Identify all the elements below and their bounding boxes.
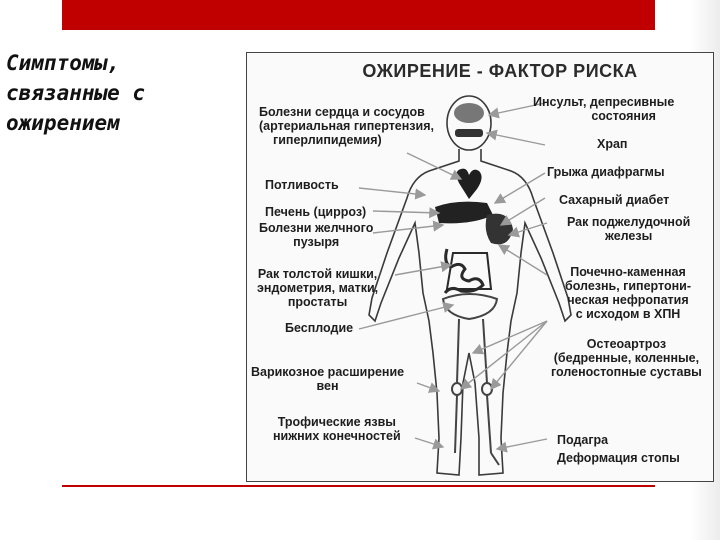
label-line: нижних конечностей xyxy=(273,429,401,443)
slide-title-line: ожирением xyxy=(6,111,120,135)
label-line: эндометрия, матки, xyxy=(257,281,379,295)
slide-title xyxy=(6,48,236,138)
skeleton-bones xyxy=(443,294,499,465)
label-line: пузыря xyxy=(293,235,340,249)
label-line: Инсульт, депресивные xyxy=(533,95,675,109)
label-diabetes xyxy=(559,193,669,207)
label-line: Остеоартроз xyxy=(586,337,667,351)
stomach-organ xyxy=(486,214,513,245)
label-line: Подагра xyxy=(557,433,609,447)
slide-title-line: связанные с xyxy=(6,81,146,105)
label-line: (бедренные, коленные, xyxy=(553,351,700,365)
label-line: ческая нефропатия xyxy=(567,293,689,307)
label-trophic-ulcers xyxy=(273,415,401,443)
label-line: с исходом в ХПН xyxy=(575,307,681,321)
label-stroke xyxy=(533,95,674,123)
label-heart-disease xyxy=(259,105,434,147)
label-cancer xyxy=(257,267,378,309)
label-line: Болезни желчного xyxy=(259,221,374,235)
label-varicose xyxy=(251,365,404,393)
label-line: простаты xyxy=(287,295,348,309)
label-osteoarthritis xyxy=(551,337,702,379)
label-line: голеностопные суставы xyxy=(551,365,702,379)
risk-factor-figure xyxy=(246,52,714,482)
label-line: Потливость xyxy=(265,178,339,192)
label-line: болезнь, гипертони- xyxy=(565,279,692,293)
label-line: Бесплодие xyxy=(285,321,354,335)
head-brain xyxy=(454,103,484,137)
figure-title: ОЖИРЕНИЕ - ФАКТОР РИСКА xyxy=(362,61,638,81)
label-line: Варикозное расширение xyxy=(251,365,405,379)
label-infertility xyxy=(285,321,353,335)
label-foot-deformation xyxy=(557,451,680,465)
label-line: Рак толстой кишки, xyxy=(257,267,378,281)
bottom-accent-line xyxy=(62,485,655,487)
label-line: Печень (цирроз) xyxy=(265,205,367,219)
label-line: Храп xyxy=(597,137,628,151)
heart-organ xyxy=(456,169,481,199)
label-line: Грыжа диафрагмы xyxy=(547,165,665,179)
label-line: железы xyxy=(605,229,653,243)
label-sweating xyxy=(265,178,339,192)
intestines-organ xyxy=(445,249,491,293)
label-diaphragm-hernia xyxy=(547,165,665,179)
liver-organ xyxy=(435,202,493,224)
label-line: гиперлипидемия) xyxy=(273,133,382,147)
label-line: Почечно-каменная xyxy=(570,265,686,279)
label-line: Деформация стопы xyxy=(557,451,680,465)
label-line: вен xyxy=(316,379,339,393)
label-liver xyxy=(265,205,366,219)
label-line: Сахарный диабет xyxy=(559,193,670,207)
label-line: Болезни сердца и сосудов xyxy=(259,105,425,119)
label-gallbladder xyxy=(259,221,373,249)
label-line: (артериальная гипертензия, xyxy=(259,119,434,133)
label-snoring xyxy=(597,137,627,151)
label-line: Рак поджелудочной xyxy=(567,215,691,229)
label-kidney-disease xyxy=(565,265,691,321)
top-accent-bar xyxy=(62,0,655,30)
label-gout xyxy=(557,433,608,447)
label-line: состояния xyxy=(591,109,656,123)
label-line: Трофические язвы xyxy=(277,415,396,429)
slide-title-line: Симптомы, xyxy=(6,51,120,75)
label-pancreatic-cancer xyxy=(567,215,690,243)
